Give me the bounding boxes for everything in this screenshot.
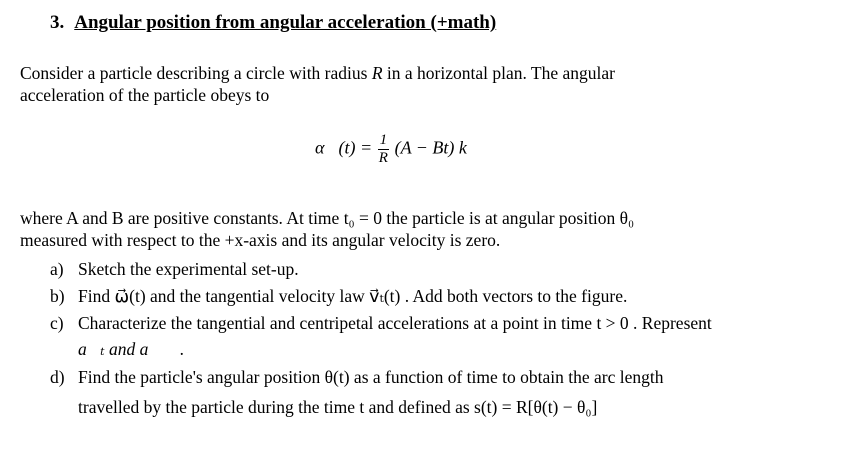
item-text: Find ω⃗(t) and the tangential velocity law v⃗ₜ(t) . Add both vectors to the figure. [78, 286, 628, 306]
radius-symbol: R [371, 63, 383, 83]
description-line-2: measured with respect to the +x-axis and its angular velocity is zero. [20, 230, 501, 250]
item-label: a) [50, 259, 64, 279]
list-item-d-continuation [50, 396, 830, 418]
item-text-continued: travelled by the particle during the time t and defined as s(t) = R[θ(t) − θ₀] [78, 397, 598, 417]
item-label: d) [50, 367, 65, 387]
intro-line-1: Consider a particle describing a circle with radius R in a horizontal plan. The angular [20, 63, 615, 83]
list-item-c [50, 312, 830, 334]
description-paragraph [20, 207, 820, 251]
list-item-a [50, 258, 830, 280]
item-text: Sketch the experimental set-up. [78, 259, 299, 279]
item-label: c) [50, 313, 64, 333]
list-item-b [50, 285, 830, 307]
intro-paragraph [20, 62, 820, 106]
problem-title-text: Angular position from angular acceleration (+math) [74, 12, 497, 33]
item-text: Find the particle's angular position θ(t) as a function of time to obtain the arc length [78, 367, 664, 387]
equation-lhs: α⃗(t) = [315, 137, 373, 158]
equation-fraction [378, 132, 390, 167]
item-text: Characterize the tangential and centripetal accelerations at a point in time t > 0 . Represent [78, 313, 712, 333]
item-label: b) [50, 286, 65, 306]
item-text-continued: a⃗ₜ and a⃗꜀ . [78, 339, 185, 359]
equation-rhs: (A − Bt) k⃗ [394, 137, 481, 158]
fraction-denominator: R [378, 150, 388, 166]
intro-line-2: acceleration of the particle obeys to [20, 85, 270, 105]
problem-title [50, 12, 496, 34]
list-item-c-continuation [50, 338, 830, 360]
problem-number: 3. [50, 12, 65, 33]
fraction-numerator: 1 [379, 132, 388, 148]
list-item-d [50, 366, 830, 388]
description-line-1: where A and B are positive constants. At time t₀ = 0 the particle is at angular position θ₀ [20, 208, 635, 228]
angular-acceleration-equation [315, 132, 481, 182]
